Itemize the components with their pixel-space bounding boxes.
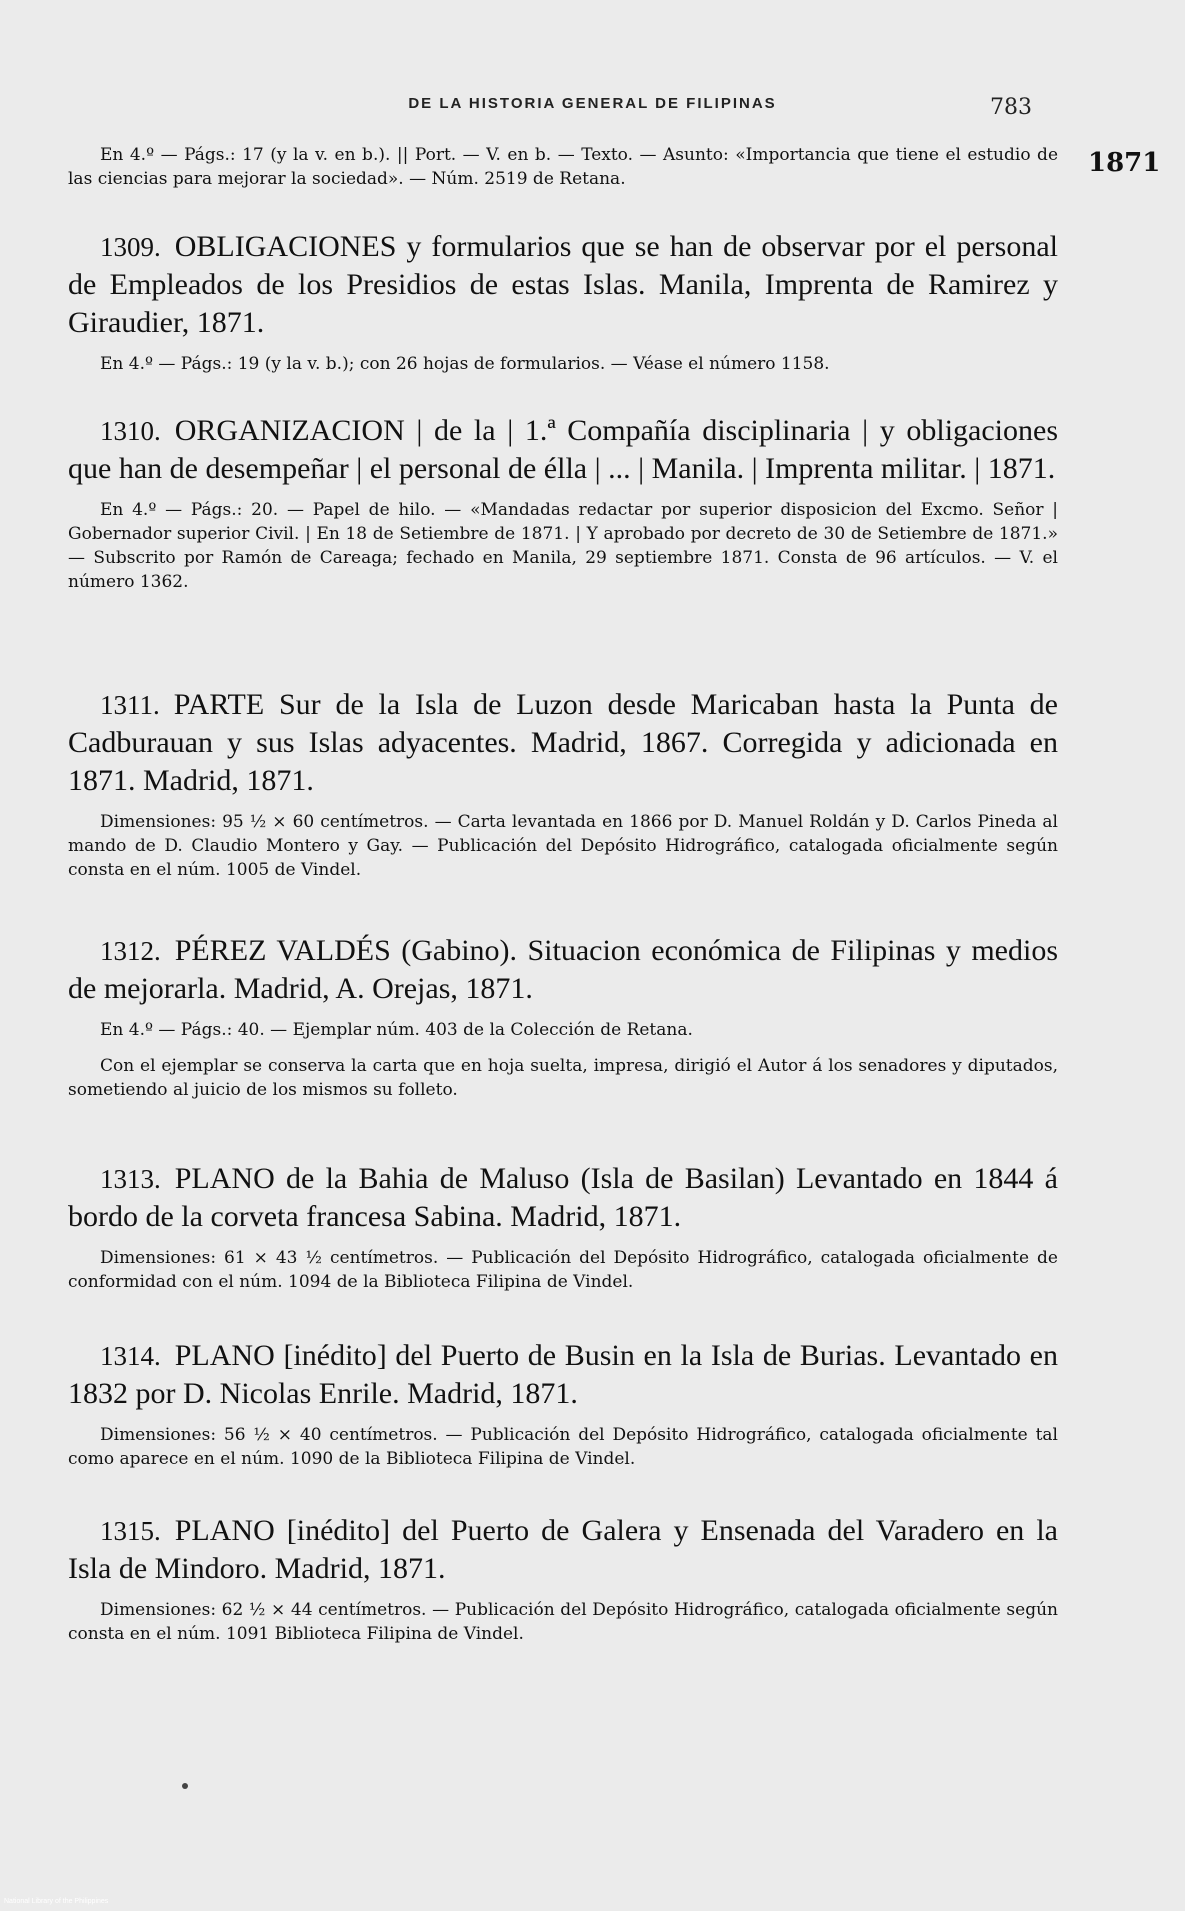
entry-1313	[68, 1160, 1058, 1294]
entry-number: 1314.	[100, 1341, 161, 1371]
entry-1314	[68, 1337, 1058, 1471]
entry-note: Dimensiones: 62 ½ × 44 centímetros. — Publicación del Depósito Hidrográfico, catalogada oficialmente según consta en el núm. 1091 Biblioteca Filipina de Vindel.	[68, 1600, 1058, 1644]
entry-1309	[68, 228, 1058, 376]
entry-title-text: PLANO de la Bahia de Maluso (Isla de Basilan) Levantado en 1844 á bordo de la corveta francesa Sabina. Madrid, 1871.	[68, 1162, 1058, 1233]
entry-number: 1312.	[100, 936, 161, 966]
entry-note: Dimensiones: 61 × 43 ½ centímetros. — Publicación del Depósito Hidrográfico, catalogada oficialmente de conformidad con el núm. 1094 de la Biblioteca Filipina de Vindel.	[68, 1248, 1058, 1292]
entry-number: 1310.	[100, 416, 161, 446]
entry-title	[68, 1160, 1058, 1236]
entry-number: 1313.	[100, 1164, 161, 1194]
entry-note: Dimensiones: 56 ½ × 40 centímetros. — Publicación del Depósito Hidrográfico, catalogada oficialmente tal como aparece en el núm. 1090 de la Biblioteca Filipina de Vindel.	[68, 1425, 1058, 1469]
entry-note: En 4.º — Págs.: 19 (y la v. b.); con 26 hojas de formularios. — Véase el número 1158.	[100, 354, 830, 374]
entry-note: Con el ejemplar se conserva la carta que en hoja suelta, impresa, dirigió el Autor á los senadores y diputados, sometiendo al juicio de los mismos su folleto.	[68, 1056, 1058, 1100]
entry-title-text: OBLIGACIONES y formularios que se han de observar por el personal de Empleados de los Presidios de estas Islas. Manila, Imprenta de Ramirez y Giraudier, 1871.	[68, 230, 1058, 339]
entry-note: En 4.º — Págs.: 40. — Ejemplar núm. 403 de la Colección de Retana.	[100, 1020, 693, 1040]
entry-number: 1315.	[100, 1516, 161, 1546]
margin-year: 1871	[1088, 148, 1161, 178]
intro-note	[68, 143, 1058, 191]
entry-title	[68, 1337, 1058, 1413]
entry-title	[68, 932, 1058, 1008]
page-number: 783	[990, 95, 1032, 120]
entry-title-text: PÉREZ VALDÉS (Gabino). Situacion económica de Filipinas y medios de mejorarla. Madrid, A. Orejas, 1871.	[68, 934, 1058, 1005]
entry-1312	[68, 932, 1058, 1102]
entry-title	[68, 228, 1058, 342]
entry-title-text: ORGANIZACION | de la | 1.ª Compañía disciplinaria | y obligaciones que han de desempeñar | el personal de élla | ... | Manila. | Imprenta militar. | 1871.	[68, 414, 1058, 485]
entry-number: 1311.	[100, 690, 160, 720]
entry-1311	[68, 686, 1058, 882]
entry-title	[68, 412, 1058, 488]
entry-number: 1309.	[100, 232, 161, 262]
entry-note: En 4.º — Págs.: 20. — Papel de hilo. — «Mandadas redactar por superior disposicion del Excmo. Señor | Gobernador superior Civil. | En 18 de Setiembre de 1871. | Y aprobado por decreto de 30 de Setiembre de 1871.» — Subscrito por Ramón de Careaga; fechado en Manila, 29 septiembre 1871. Consta de 96 artículos. — V. el número 1362.	[68, 500, 1058, 592]
entry-title	[68, 686, 1058, 800]
entry-1310	[68, 412, 1058, 594]
scan-speck	[182, 1783, 188, 1789]
entry-title-text: PLANO [inédito] del Puerto de Busin en la Isla de Burias. Levantado en 1832 por D. Nicolas Enrile. Madrid, 1871.	[68, 1339, 1058, 1410]
footer-credit: National Library of the Philippines	[4, 1898, 109, 1905]
entry-title-text: PARTE Sur de la Isla de Luzon desde Maricaban hasta la Punta de Cadburauan y sus Islas adyacentes. Madrid, 1867. Corregida y adicionada en 1871. Madrid, 1871.	[68, 688, 1058, 797]
note-text: En 4.º — Págs.: 17 (y la v. en b.). || Port. — V. en b. — Texto. — Asunto: «Importancia que tiene el estudio de las ciencias para mejorar la sociedad». — Núm. 2519 de Retana.	[68, 145, 1058, 189]
running-header: DE LA HISTORIA GENERAL DE FILIPINAS	[408, 95, 777, 112]
entry-1315	[68, 1512, 1058, 1646]
entry-title	[68, 1512, 1058, 1588]
entry-note: Dimensiones: 95 ½ × 60 centímetros. — Carta levantada en 1866 por D. Manuel Roldán y D. Carlos Pineda al mando de D. Claudio Montero y Gay. — Publicación del Depósito Hidrográfico, catalogada oficialmente según consta en el núm. 1005 de Vindel.	[68, 812, 1058, 880]
entry-title-text: PLANO [inédito] del Puerto de Galera y Ensenada del Varadero en la Isla de Mindoro. Madrid, 1871.	[68, 1514, 1058, 1585]
